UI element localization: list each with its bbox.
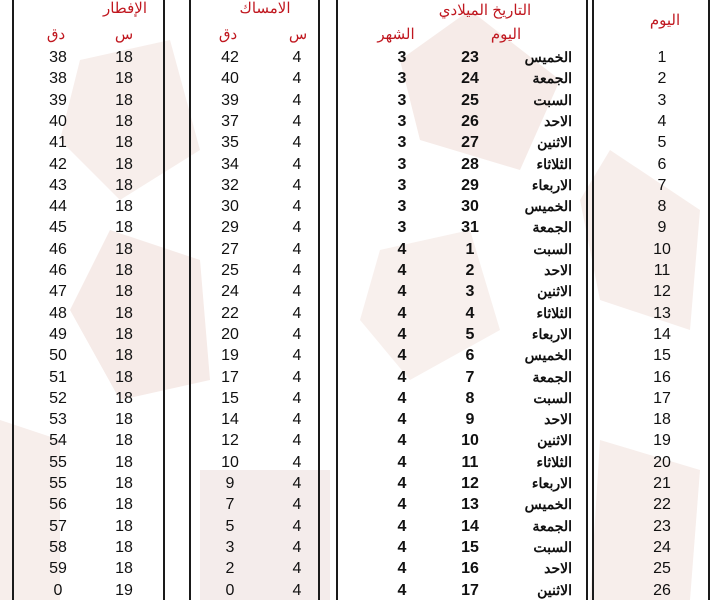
iftar-minute-cell: 38: [49, 49, 67, 66]
gregorian-month-cell: 4: [397, 325, 407, 343]
gregorian-month-cell: 3: [397, 91, 407, 109]
iftar-hour-cell: 18: [115, 70, 133, 88]
gregorian-day-cell: 10: [461, 432, 479, 450]
day-number-cell: 15: [653, 347, 671, 365]
imsak-minute-cell: 35: [221, 134, 239, 152]
day-number-cell: 3: [657, 91, 667, 109]
imsak-minute-cell: 29: [221, 219, 239, 237]
gregorian-month-cell: 4: [397, 560, 407, 578]
gregorian-day-cell: 25: [461, 91, 479, 109]
gregorian-day-cell: 23: [461, 49, 479, 66]
iftar-minute-cell: 59: [49, 560, 67, 578]
weekday-cell: الجمعة: [532, 517, 572, 534]
gregorian-day-cell: 12: [461, 475, 479, 492]
iftar-hour-cell: 18: [115, 262, 133, 279]
imsak-minute-cell: 20: [221, 325, 239, 343]
iftar-minute-cell: 47: [49, 283, 67, 301]
iftar-minute-cell: 55: [49, 475, 67, 492]
imsak-minute-cell: 25: [221, 262, 239, 279]
gregorian-month-cell: 3: [397, 49, 407, 66]
imsak-hour-cell: 4: [292, 411, 302, 429]
day-number-cell: 17: [653, 389, 671, 407]
day-number-cell: 1: [657, 49, 667, 66]
day-number-cell: 19: [653, 432, 671, 450]
day-number-cell: 11: [653, 262, 671, 279]
day-number-cell: 5: [657, 134, 667, 152]
day-number-cell: 4: [657, 112, 667, 130]
day-number-cell: 14: [653, 325, 671, 343]
iftar-hour-cell: 18: [115, 176, 133, 194]
header-imsak-minute: دق: [218, 26, 238, 43]
imsak-minute-cell: 9: [225, 475, 235, 492]
weekday-cell: الجمعة: [532, 219, 572, 236]
gregorian-month-cell: 3: [397, 219, 407, 237]
day-number-cell: 8: [657, 198, 667, 216]
iftar-minute-cell: 45: [49, 219, 67, 237]
gregorian-day-cell: 27: [461, 134, 479, 152]
weekday-cell: الخميس: [524, 496, 572, 513]
imsak-minute-cell: 17: [221, 368, 239, 386]
imsak-minute-cell: 22: [221, 304, 239, 322]
gregorian-month-cell: 4: [397, 538, 407, 556]
gregorian-day-cell: 14: [461, 517, 479, 535]
imsak-hour-cell: 4: [292, 389, 302, 407]
imsak-hour-cell: 4: [292, 219, 302, 237]
iftar-minute-cell: 54: [49, 432, 67, 450]
column-divider: [318, 0, 320, 600]
iftar-hour-cell: 18: [115, 453, 133, 471]
imsak-hour-cell: 4: [292, 70, 302, 88]
day-number-cell: 26: [653, 581, 671, 599]
weekday-cell: الجمعة: [532, 368, 572, 385]
gregorian-day-cell: 28: [461, 155, 479, 173]
iftar-minute-cell: 52: [49, 389, 67, 407]
iftar-minute-cell: 0: [53, 581, 63, 599]
imsak-hour-cell: 4: [292, 475, 302, 492]
imsak-minute-cell: 42: [221, 49, 239, 66]
iftar-hour-cell: 18: [115, 91, 133, 109]
iftar-hour-cell: 18: [115, 475, 133, 492]
imsak-minute-cell: 0: [225, 581, 235, 599]
column-divider: [189, 0, 191, 600]
iftar-hour-cell: 18: [115, 347, 133, 365]
weekday-cell: الاحد: [544, 112, 572, 129]
gregorian-day-cell: 29: [461, 176, 479, 194]
gregorian-day-cell: 16: [461, 560, 479, 578]
weekday-cell: الاثنين: [537, 134, 572, 151]
column-divider: [336, 0, 338, 600]
gregorian-day-cell: 17: [461, 581, 479, 599]
weekday-cell: الخميس: [524, 49, 572, 65]
header-gregorian-month: الشهر: [377, 26, 415, 43]
iftar-minute-cell: 43: [49, 176, 67, 194]
weekday-cell: الاربعاء: [531, 176, 572, 193]
weekday-cell: الثلاثاء: [536, 453, 572, 470]
gregorian-day-cell: 30: [461, 198, 479, 216]
imsak-hour-cell: 4: [292, 538, 302, 556]
imsak-hour-cell: 4: [292, 581, 302, 599]
gregorian-day-cell: 31: [461, 219, 479, 237]
iftar-minute-cell: 50: [49, 347, 67, 365]
imsak-minute-cell: 5: [225, 517, 235, 535]
imsak-minute-cell: 7: [225, 496, 235, 514]
header-imsak: الامساك: [239, 0, 291, 17]
imsak-hour-cell: 4: [292, 432, 302, 450]
weekday-cell: الاحد: [544, 411, 572, 428]
header-gregorian-day: اليوم: [490, 26, 522, 43]
header-iftar: الإفطار: [102, 0, 147, 17]
imsak-minute-cell: 34: [221, 155, 239, 173]
iftar-minute-cell: 48: [49, 304, 67, 322]
iftar-minute-cell: 42: [49, 155, 67, 173]
day-number-cell: 7: [657, 176, 667, 194]
weekday-cell: الثلاثاء: [536, 155, 572, 172]
imsak-hour-cell: 4: [292, 325, 302, 343]
imsak-hour-cell: 4: [292, 240, 302, 258]
gregorian-day-cell: 6: [465, 347, 475, 365]
iftar-minute-cell: 49: [49, 325, 67, 343]
gregorian-month-cell: 4: [397, 368, 407, 386]
gregorian-month-cell: 3: [397, 155, 407, 173]
gregorian-day-cell: 24: [461, 70, 479, 88]
day-number-cell: 13: [653, 304, 671, 322]
imsak-hour-cell: 4: [292, 368, 302, 386]
weekday-cell: السبت: [533, 91, 572, 108]
imsak-minute-cell: 24: [221, 283, 239, 301]
iftar-hour-cell: 18: [115, 240, 133, 258]
imsak-hour-cell: 4: [292, 91, 302, 109]
iftar-hour-cell: 18: [115, 112, 133, 130]
header-day-number: اليوم: [649, 12, 681, 29]
iftar-minute-cell: 51: [49, 368, 67, 386]
imsak-minute-cell: 27: [221, 240, 239, 258]
gregorian-day-cell: 2: [465, 262, 475, 279]
day-number-cell: 6: [657, 155, 667, 173]
iftar-minute-cell: 38: [49, 70, 67, 88]
day-number-cell: 20: [653, 453, 671, 471]
iftar-minute-cell: 57: [49, 517, 67, 535]
weekday-cell: السبت: [533, 389, 572, 406]
day-number-cell: 2: [657, 70, 667, 88]
day-number-cell: 12: [653, 283, 671, 301]
iftar-hour-cell: 18: [115, 432, 133, 450]
weekday-cell: الاربعاء: [531, 475, 572, 491]
column-divider: [708, 0, 710, 600]
imsak-minute-cell: 39: [221, 91, 239, 109]
imsak-minute-cell: 32: [221, 176, 239, 194]
imsak-hour-cell: 4: [292, 155, 302, 173]
iftar-hour-cell: 18: [115, 304, 133, 322]
weekday-cell: الاحد: [544, 560, 572, 577]
imsak-hour-cell: 4: [292, 347, 302, 365]
day-number-cell: 16: [653, 368, 671, 386]
day-number-cell: 22: [653, 496, 671, 514]
gregorian-day-cell: 9: [465, 411, 475, 429]
column-divider: [592, 0, 594, 600]
gregorian-month-cell: 3: [397, 198, 407, 216]
gregorian-month-cell: 4: [397, 475, 407, 492]
iftar-minute-cell: 39: [49, 91, 67, 109]
imsak-hour-cell: 4: [292, 560, 302, 578]
header-iftar-hour: س: [114, 26, 134, 43]
iftar-hour-cell: 18: [115, 219, 133, 237]
weekday-cell: السبت: [533, 538, 572, 555]
gregorian-day-cell: 1: [465, 240, 475, 258]
weekday-cell: الاثنين: [537, 581, 572, 598]
weekday-cell: السبت: [533, 240, 572, 257]
iftar-hour-cell: 18: [115, 389, 133, 407]
gregorian-month-cell: 3: [397, 134, 407, 152]
day-number-cell: 9: [657, 219, 667, 237]
iftar-minute-cell: 56: [49, 496, 67, 514]
imsak-minute-cell: 19: [221, 347, 239, 365]
imsak-minute-cell: 12: [221, 432, 239, 450]
gregorian-day-cell: 8: [465, 389, 475, 407]
weekday-cell: الاحد: [544, 262, 572, 278]
iftar-hour-cell: 18: [115, 560, 133, 578]
imsak-hour-cell: 4: [292, 49, 302, 66]
imsak-hour-cell: 4: [292, 134, 302, 152]
gregorian-month-cell: 4: [397, 517, 407, 535]
gregorian-day-cell: 13: [461, 496, 479, 514]
day-number-cell: 25: [653, 560, 671, 578]
imsak-minute-cell: 37: [221, 112, 239, 130]
iftar-hour-cell: 18: [115, 368, 133, 386]
imsak-hour-cell: 4: [292, 176, 302, 194]
header-iftar-minute: دق: [46, 26, 66, 43]
weekday-cell: الاثنين: [537, 283, 572, 300]
gregorian-month-cell: 3: [397, 112, 407, 130]
gregorian-day-cell: 4: [465, 304, 475, 322]
imsak-minute-cell: 15: [221, 389, 239, 407]
iftar-minute-cell: 44: [49, 198, 67, 216]
weekday-cell: الاربعاء: [531, 325, 572, 342]
weekday-cell: الثلاثاء: [536, 304, 572, 321]
iftar-minute-cell: 40: [49, 112, 67, 130]
gregorian-month-cell: 4: [397, 262, 407, 279]
weekday-cell: الخميس: [524, 347, 572, 364]
imsak-hour-cell: 4: [292, 262, 302, 279]
day-number-cell: 21: [653, 475, 671, 492]
imsak-hour-cell: 4: [292, 496, 302, 514]
gregorian-day-cell: 5: [465, 325, 475, 343]
gregorian-month-cell: 4: [397, 496, 407, 514]
iftar-hour-cell: 18: [115, 49, 133, 66]
gregorian-month-cell: 4: [397, 411, 407, 429]
imsak-hour-cell: 4: [292, 453, 302, 471]
iftar-minute-cell: 55: [49, 453, 67, 471]
iftar-hour-cell: 18: [115, 198, 133, 216]
iftar-hour-cell: 18: [115, 538, 133, 556]
gregorian-day-cell: 26: [461, 112, 479, 130]
iftar-hour-cell: 18: [115, 155, 133, 173]
gregorian-day-cell: 11: [461, 453, 479, 471]
imsak-minute-cell: 3: [225, 538, 235, 556]
weekday-cell: الخميس: [524, 198, 572, 215]
iftar-minute-cell: 41: [49, 134, 67, 152]
iftar-hour-cell: 18: [115, 283, 133, 301]
iftar-hour-cell: 18: [115, 134, 133, 152]
iftar-minute-cell: 58: [49, 538, 67, 556]
iftar-minute-cell: 46: [49, 240, 67, 258]
column-divider: [586, 0, 588, 600]
gregorian-month-cell: 4: [397, 283, 407, 301]
gregorian-month-cell: 4: [397, 347, 407, 365]
imsak-minute-cell: 40: [221, 70, 239, 88]
day-number-cell: 18: [653, 411, 671, 429]
iftar-hour-cell: 18: [115, 411, 133, 429]
gregorian-month-cell: 4: [397, 240, 407, 258]
imsak-hour-cell: 4: [292, 198, 302, 216]
header-gregorian-date: التاريخ الميلادي: [438, 2, 532, 19]
day-number-cell: 24: [653, 538, 671, 556]
gregorian-day-cell: 7: [465, 368, 475, 386]
imsak-minute-cell: 14: [221, 411, 239, 429]
iftar-hour-cell: 18: [115, 517, 133, 535]
iftar-hour-cell: 19: [115, 581, 133, 599]
imsak-minute-cell: 2: [225, 560, 235, 578]
weekday-cell: الاثنين: [537, 432, 572, 449]
gregorian-month-cell: 3: [397, 70, 407, 88]
iftar-hour-cell: 18: [115, 325, 133, 343]
gregorian-month-cell: 3: [397, 176, 407, 194]
weekday-cell: الجمعة: [532, 70, 572, 87]
day-number-cell: 10: [653, 240, 671, 258]
gregorian-day-cell: 15: [461, 538, 479, 556]
day-number-cell: 23: [653, 517, 671, 535]
iftar-minute-cell: 46: [49, 262, 67, 279]
imsak-hour-cell: 4: [292, 517, 302, 535]
iftar-hour-cell: 18: [115, 496, 133, 514]
iftar-minute-cell: 53: [49, 411, 67, 429]
imsak-minute-cell: 30: [221, 198, 239, 216]
gregorian-month-cell: 4: [397, 453, 407, 471]
imsak-hour-cell: 4: [292, 283, 302, 301]
column-divider: [163, 0, 165, 600]
header-imsak-hour: س: [288, 26, 308, 43]
gregorian-month-cell: 4: [397, 432, 407, 450]
imsak-hour-cell: 4: [292, 304, 302, 322]
gregorian-month-cell: 4: [397, 389, 407, 407]
gregorian-month-cell: 4: [397, 304, 407, 322]
gregorian-day-cell: 3: [465, 283, 475, 301]
column-divider: [12, 0, 14, 600]
gregorian-month-cell: 4: [397, 581, 407, 599]
imsak-minute-cell: 10: [221, 453, 239, 471]
imsak-hour-cell: 4: [292, 112, 302, 130]
